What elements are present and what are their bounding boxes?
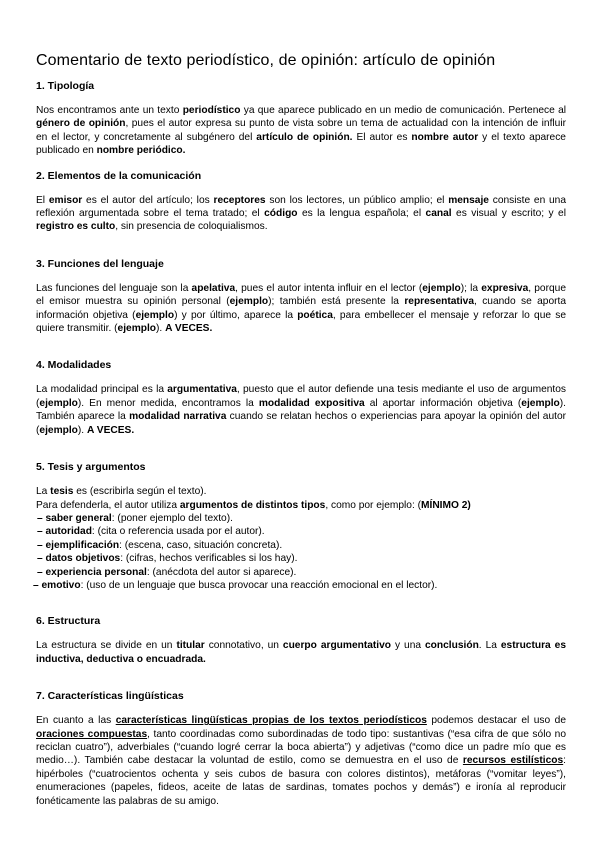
section-1-heading: 1. Tipología [36,80,95,92]
thesis-line: La tesis es (escribirla según el texto). [36,486,207,498]
argument-item: – ejemplificación: (escena, caso, situación concreta). [37,539,283,551]
section-7-text: En cuanto a las características lingüísticas propias de los textos periodísticos podemos destacar el uso de oraciones compuestas, tanto coordinadas como subordinadas de todo tipo: sustantivas (“esa cifra de que sólo no reciclan cuatro”), adverbiales (“cuando logré cerrar la boca abierta”) y adjetivas (“como dice un padre mío que es medio…). También cabe destacar la voluntad de estilo, como se demuestra en el uso de recursos estilísticos: hipérboles (“cuatrocientos ochenta y seis cubos de basura con colores distintos), metáforas (“vomitar leyes”), enumeraciones (papeles, fideos, aceite de latas de sardinas, tomates pochos y demás”) e ironía al reproducir fonéticamente las palabras de su amigo. [36,715,566,807]
argument-item: – experiencia personal: (anécdota del autor si aparece). [37,566,297,578]
document-page [33,52,567,808]
section-6-text: La estructura se divide en un titular connotativo, un cuerpo argumentativo y una conclusión. La estructura es inductiva, deductiva o encuadrada. [36,640,567,665]
section-3-heading: 3. Funciones del lenguaje [36,257,164,270]
section-5-heading: 5. Tesis y argumentos [36,461,146,474]
section-5-text [33,485,566,592]
argument-item: – datos objetivos: (cifras, hechos verificables si los hay). [37,553,298,565]
argument-item: – saber general: (poner ejemplo del texto). [37,512,233,524]
section-4-text: La modalidad principal es la argumentativa, puesto que el autor defiende una tesis mediante el uso de argumentos (ejemplo). En menor medida, encontramos la modalidad expositiva al aportar información objetiva (ejemplo). También aparece la modalidad narrativa cuando se relatan hechos o experiencias para apoyar la opinión del autor (ejemplo). A VECES. [36,384,567,436]
document-title: Comentario de texto periodístico, de opinión: artículo de opinión [36,52,496,69]
section-2-heading: 2. Elementos de la comunicación [36,169,202,182]
argument-item: – autoridad: (cita o referencia usada por el autor). [37,526,265,538]
section-3-text: Las funciones del lenguaje son la apelativa, pues el autor intenta influir en el lector (ejemplo); la expresiva, porque el emisor muestra su opinión personal (ejemplo); también está presente la representativa, cuando se aporta información objetiva (ejemplo) y por último, aparece la poética, para embellecer el mensaje y reforzar lo que se quiere transmitir. (ejemplo). A VECES. [36,282,567,335]
argument-item: – emotivo: (uso de un lenguaje que busca provocar una reacción emocional en el lector). [33,579,438,591]
section-1-text: Nos encontramos ante un texto periodístico ya que aparece publicado en un medio de comunicación. Pertenece al género de opinión, pues el autor expresa su punto de vista sobre un tema de actualidad con la intención de influir en el lector, y concretamente al subgénero del artículo de opinión. El autor es nombre autor y el texto aparece publicado en nombre periódico. [36,105,566,157]
section-4-heading: 4. Modalidades [36,359,112,372]
section-7-heading: 7. Características lingüísticas [36,690,184,703]
section-2-text: El emisor es el autor del artículo; los receptores son los lectores, un público amplio; el mensaje consiste en una reflexión argumentada sobre el tema tratado; el código es la lengua española; el canal es visual y escrito; y el registro es culto, sin presencia de coloquialismos. [36,194,567,233]
arguments-intro-line: Para defenderla, el autor utiliza argumentos de distintos tipos, como por ejemplo: (MÍNIMO 2) [36,499,471,511]
section-6-heading: 6. Estructura [36,615,101,628]
